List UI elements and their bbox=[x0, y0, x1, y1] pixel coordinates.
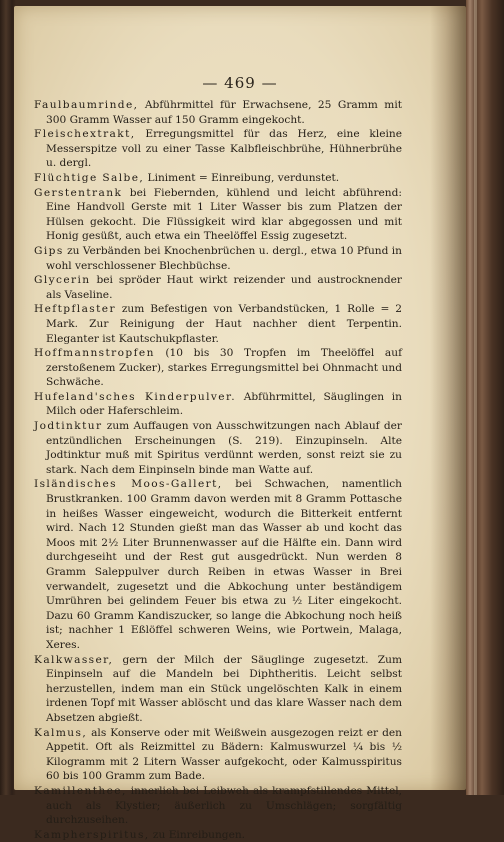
entry-text: Abführmittel für Erwachsene, 25 Gramm mit 300 Gramm Wasser auf 150 Gramm eingekocht. bbox=[46, 99, 402, 126]
entry-headword: Hufeland'sches Kinderpulver. bbox=[34, 390, 237, 403]
glossary-entry bbox=[34, 171, 402, 186]
page-binding-shadow bbox=[430, 6, 466, 790]
entry-text: bei spröder Haut wirkt reizender und austrocknender als Vaseline. bbox=[46, 274, 402, 301]
entry-text: Abführmittel, Säuglingen in Milch oder Haferschleim. bbox=[46, 390, 403, 418]
entry-text: zum Befestigen von Verbandstücken, 1 Rolle = 2 Mark. Zur Reinigung der Haut nachher dient Terpentin. Eleganter ist Kautschukpflaster. bbox=[46, 303, 402, 345]
glossary-entry bbox=[34, 726, 402, 784]
entry-headword: Jodtinktur bbox=[34, 420, 103, 433]
glossary-entry bbox=[34, 346, 402, 390]
page-number: — 469 — bbox=[202, 74, 278, 92]
entry-headword: Fleischextrakt, bbox=[34, 128, 136, 141]
entry-text: zu Verbänden bei Knochenbrüchen u. dergl., etwa 10 Pfund in wohl verschlossener Blechbüchse. bbox=[46, 244, 402, 272]
entry-headword: Flüchtige Salbe, bbox=[34, 171, 145, 184]
entry-headword: Gerstentrank bbox=[34, 186, 123, 199]
entry-headword: Gips bbox=[34, 244, 64, 257]
entry-headword: Kalmus, bbox=[34, 726, 88, 739]
entry-headword: Glycerin bbox=[34, 274, 91, 287]
entry-text: zum Auffaugen von Ausschwitzungen nach Ablauf der entzündlichen Erscheinungen (S. 219). Einzupinseln. Alte Jodtinktur muß mit Spiritus verdünnt werden, sonst reizt sie zu stark. Nach dem Einpinseln binde man Watte auf. bbox=[46, 420, 402, 476]
entry-text: innerlich bei Leibweh als krampfstillendes Mittel, auch als Klystier; äußerlich zu Umschlägen; sorgfältig durchzuseihen. bbox=[46, 784, 402, 827]
glossary-entry bbox=[34, 302, 402, 346]
glossary-entry bbox=[34, 390, 402, 419]
entry-text: zu Einreibungen. bbox=[149, 828, 246, 841]
glossary-entry bbox=[34, 653, 402, 726]
glossary-entry bbox=[34, 98, 402, 127]
entry-text: Erregungsmittel für das Herz, eine kleine Messerspitze voll zu einer Tasse Kalbfleischbrühe, Hühnerbrühe u. dergl. bbox=[46, 128, 402, 170]
glossary-entry bbox=[34, 186, 402, 244]
entry-text: als Konserve oder mit Weißwein ausgezogen reizt er den Appetit. Oft als Reizmittel zu Bädern: Kalmuswurzel ¼ bis ½ Kilogramm mit 2 Litern Wasser aufgekocht, oder Kalmusspiritus 60 bis 100 Gramm zum Bade. bbox=[46, 726, 402, 783]
entry-headword: Isländisches Moos-Gallert, bbox=[34, 478, 223, 491]
glossary-entry bbox=[34, 127, 402, 171]
glossary-text bbox=[34, 98, 402, 842]
entry-text: bei Schwachen, namentlich Brustkranken. 100 Gramm davon werden mit 8 Gramm Pottasche in heißes Wasser eingeweicht, wodurch die Bitterkeit entfernt wird. Nach 12 Stunden gießt man das Wasser ab und kocht das Moos mit 2½ Liter Brunnenwasser auf die Hälfte ein. Dann wird durchgeseiht und der Rest gut ausgedrückt. Nun werden 8 Gramm Saleppulver durch Reiben in etwas Wasser in Brei verwandelt, zugesetzt und die Abkochung unter beständigem Umrühren bei gelindem Feuer bis etwa zu ½ Liter eingekocht. Dazu 60 Gramm Kandiszucker, so lange die Abkochung noch heiß ist; nachher 1 Eßlöffel schweren Weins, wie Portwein, Malaga, Xeres. bbox=[46, 478, 402, 651]
glossary-entry bbox=[34, 784, 402, 828]
entry-text: bei Fiebernden, kühlend und leicht abführend: Eine Handvoll Gerste mit 1 Liter Wasser bis zum Platzen der Hülsen gekocht. Die Flüssigkeit wird klar abgegossen und mit Honig gesüßt, auch etwa ein Theelöffel Essig zugesetzt. bbox=[46, 186, 402, 243]
entry-text: (10 bis 30 Tropfen im Theelöffel auf zerstoßenem Zucker), starkes Erregungsmittel bei Ohnmacht und Schwäche. bbox=[46, 347, 402, 389]
glossary-entry bbox=[34, 273, 402, 302]
entry-headword: Kampherspiritus, bbox=[34, 828, 150, 841]
book-cover-edge bbox=[466, 0, 504, 795]
glossary-entry bbox=[34, 419, 402, 477]
entry-headword: Heftpflaster bbox=[34, 303, 116, 316]
entry-text: gern der Milch der Säuglinge zugesetzt. Zum Einpinseln auf die Mandeln bei Diphtheritis. Leicht selbst herzustellen, indem man ein Stück ungelöschten Kalk in einem irdenen Topf mit Wasser ablöscht und das klare Wasser nach dem Absetzen abgießt. bbox=[46, 653, 402, 724]
book-page bbox=[14, 6, 466, 841]
entry-headword: Faulbaumrinde, bbox=[34, 99, 139, 111]
glossary-entry bbox=[34, 477, 402, 652]
entry-headword: Kamillenthee, bbox=[34, 784, 127, 797]
entry-headword: Hoffmannstropfen bbox=[34, 347, 155, 360]
glossary-entry bbox=[34, 244, 402, 273]
entry-text: Liniment = Einreibung, verdunstet. bbox=[144, 171, 340, 184]
cover-edge-band bbox=[474, 0, 477, 795]
glossary-entry bbox=[34, 828, 402, 842]
entry-headword: Kalkwasser, bbox=[34, 653, 114, 666]
